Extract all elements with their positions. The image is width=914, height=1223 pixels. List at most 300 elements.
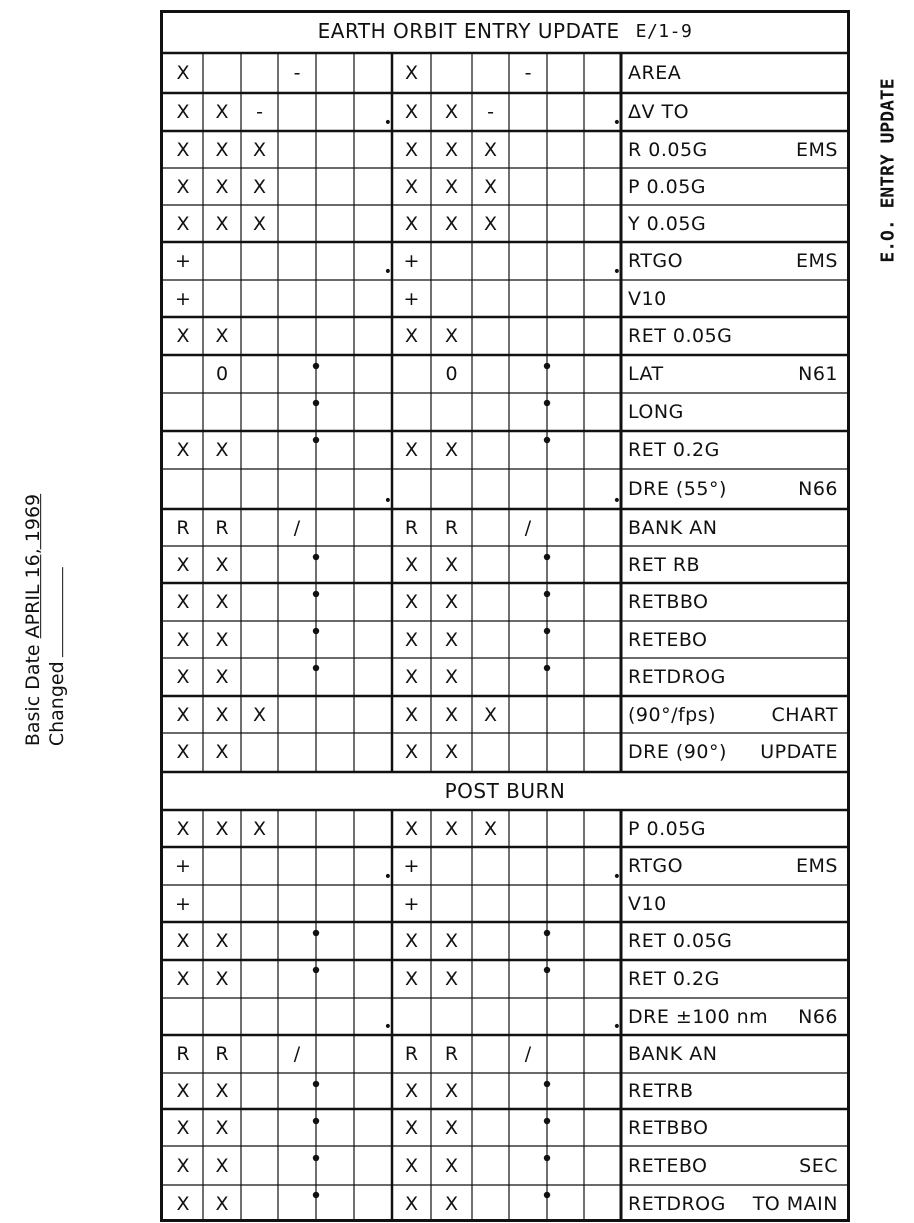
grid-cell[interactable] [241, 1073, 278, 1109]
grid-cell[interactable] [472, 998, 509, 1035]
grid-cell[interactable] [584, 1185, 621, 1222]
grid-cell[interactable]: / [524, 516, 532, 539]
grid-cell[interactable]: X [215, 740, 229, 763]
grid-cell[interactable]: X [444, 101, 459, 123]
grid-cell[interactable] [547, 885, 584, 922]
grid-cell[interactable] [431, 242, 472, 280]
grid-cell[interactable] [241, 1109, 278, 1146]
grid-cell[interactable] [278, 469, 316, 509]
grid-cell[interactable] [509, 546, 547, 583]
grid-cell[interactable] [472, 317, 509, 355]
grid-cell[interactable]: X [483, 817, 498, 840]
grid-cell[interactable]: - [487, 101, 494, 123]
grid-cell[interactable] [278, 847, 316, 885]
grid-cell[interactable] [278, 242, 316, 280]
grid-cell[interactable] [316, 53, 354, 93]
grid-cell[interactable] [241, 280, 278, 317]
grid-cell[interactable] [316, 168, 354, 205]
grid-cell[interactable] [472, 280, 509, 317]
grid-cell[interactable]: X [404, 138, 419, 161]
grid-cell[interactable] [509, 1073, 547, 1109]
grid-cell[interactable] [584, 546, 621, 583]
grid-cell[interactable]: R [404, 516, 419, 539]
grid-cell[interactable]: X [176, 101, 190, 123]
grid-cell[interactable] [163, 998, 203, 1035]
grid-cell[interactable]: X [252, 175, 267, 198]
grid-cell[interactable] [392, 469, 431, 509]
grid-cell[interactable]: X [404, 101, 419, 123]
grid-cell[interactable] [472, 431, 509, 469]
grid-cell[interactable] [203, 280, 241, 317]
grid-cell[interactable]: R [444, 1043, 459, 1065]
grid-cell[interactable] [547, 546, 584, 583]
grid-cell[interactable]: X [215, 439, 229, 461]
grid-cell[interactable]: X [176, 212, 190, 235]
grid-cell[interactable]: X [483, 138, 498, 161]
grid-cell[interactable] [203, 53, 241, 93]
grid-cell[interactable] [316, 621, 354, 658]
grid-cell[interactable] [241, 431, 278, 469]
grid-cell[interactable] [472, 847, 509, 885]
grid-cell[interactable] [509, 696, 547, 733]
grid-cell[interactable] [241, 847, 278, 885]
grid-cell[interactable] [316, 242, 354, 280]
grid-cell[interactable]: / [293, 516, 301, 539]
grid-cell[interactable] [354, 280, 392, 317]
grid-cell[interactable] [278, 885, 316, 922]
grid-cell[interactable] [163, 393, 203, 431]
grid-cell[interactable]: X [176, 1116, 190, 1139]
grid-cell[interactable] [584, 733, 621, 770]
grid-cell[interactable] [316, 922, 354, 960]
grid-cell[interactable] [354, 53, 392, 93]
grid-cell[interactable] [316, 658, 354, 696]
grid-cell[interactable]: - [293, 62, 301, 84]
grid-cell[interactable] [241, 546, 278, 583]
grid-cell[interactable]: X [444, 1154, 459, 1177]
grid-cell[interactable]: X [404, 666, 419, 688]
grid-cell[interactable] [509, 280, 547, 317]
grid-cell[interactable] [354, 1109, 392, 1146]
grid-cell[interactable] [241, 242, 278, 280]
grid-cell[interactable] [584, 393, 621, 431]
grid-cell[interactable] [203, 242, 241, 280]
grid-cell[interactable] [584, 509, 621, 546]
grid-cell[interactable] [472, 1073, 509, 1109]
grid-cell[interactable] [431, 393, 472, 431]
grid-cell[interactable] [316, 431, 354, 469]
grid-cell[interactable]: + [403, 250, 420, 272]
grid-cell[interactable] [509, 355, 547, 393]
grid-cell[interactable]: X [176, 439, 190, 461]
grid-cell[interactable]: X [444, 212, 459, 235]
grid-cell[interactable]: X [176, 666, 190, 688]
grid-cell[interactable]: • [383, 493, 392, 509]
grid-cell[interactable] [509, 810, 547, 847]
grid-cell[interactable]: X [176, 553, 190, 576]
grid-cell[interactable]: X [404, 591, 419, 613]
grid-cell[interactable] [354, 393, 392, 431]
grid-cell[interactable]: X [252, 212, 267, 235]
grid-cell[interactable] [316, 696, 354, 733]
grid-cell[interactable] [316, 1109, 354, 1146]
grid-cell[interactable] [278, 1146, 316, 1185]
grid-cell[interactable] [203, 393, 241, 431]
grid-cell[interactable] [316, 205, 354, 242]
grid-cell[interactable] [241, 583, 278, 621]
grid-cell[interactable]: X [483, 175, 498, 198]
grid-cell[interactable] [584, 1146, 621, 1185]
grid-cell[interactable]: X [215, 138, 229, 161]
grid-cell[interactable]: X [404, 1080, 419, 1102]
grid-cell[interactable] [547, 317, 584, 355]
grid-cell[interactable]: X [176, 703, 190, 726]
grid-cell[interactable] [316, 280, 354, 317]
grid-cell[interactable] [241, 733, 278, 770]
grid-cell[interactable] [354, 317, 392, 355]
grid-cell[interactable]: X [404, 1116, 419, 1139]
grid-cell[interactable] [547, 168, 584, 205]
grid-cell[interactable]: - [524, 62, 532, 84]
grid-cell[interactable]: X [444, 439, 459, 461]
grid-cell[interactable] [509, 998, 547, 1035]
grid-cell[interactable] [354, 1185, 392, 1222]
grid-cell[interactable] [472, 1146, 509, 1185]
grid-cell[interactable] [509, 393, 547, 431]
grid-cell[interactable] [509, 131, 547, 168]
grid-cell[interactable] [241, 1146, 278, 1185]
grid-cell[interactable]: X [444, 1080, 459, 1102]
grid-cell[interactable]: X [404, 439, 419, 461]
grid-cell[interactable] [203, 885, 241, 922]
grid-cell[interactable] [472, 393, 509, 431]
grid-cell[interactable] [547, 431, 584, 469]
grid-cell[interactable] [354, 131, 392, 168]
grid-cell[interactable]: X [252, 703, 267, 726]
grid-cell[interactable] [278, 546, 316, 583]
grid-cell[interactable] [584, 317, 621, 355]
grid-cell[interactable] [584, 621, 621, 658]
grid-cell[interactable] [584, 583, 621, 621]
grid-cell[interactable] [472, 885, 509, 922]
grid-cell[interactable] [431, 280, 472, 317]
grid-cell[interactable] [354, 546, 392, 583]
grid-cell[interactable]: R [176, 1043, 190, 1065]
grid-cell[interactable]: X [483, 703, 498, 726]
grid-cell[interactable] [472, 509, 509, 546]
grid-cell[interactable] [316, 885, 354, 922]
grid-cell[interactable] [509, 733, 547, 770]
grid-cell[interactable] [278, 205, 316, 242]
grid-cell[interactable] [431, 53, 472, 93]
grid-cell[interactable] [241, 621, 278, 658]
grid-cell[interactable] [278, 131, 316, 168]
grid-cell[interactable] [316, 1146, 354, 1185]
grid-cell[interactable]: + [175, 892, 191, 915]
grid-cell[interactable] [547, 1146, 584, 1185]
grid-cell[interactable]: X [444, 817, 459, 840]
grid-cell[interactable] [547, 1185, 584, 1222]
grid-cell[interactable]: + [403, 855, 420, 877]
grid-cell[interactable] [547, 393, 584, 431]
grid-cell[interactable] [316, 1035, 354, 1073]
grid-cell[interactable]: X [215, 968, 229, 990]
grid-cell[interactable] [509, 1185, 547, 1222]
grid-cell[interactable] [584, 168, 621, 205]
grid-cell[interactable] [241, 960, 278, 998]
grid-cell[interactable] [316, 998, 354, 1035]
grid-cell[interactable] [547, 847, 584, 885]
grid-cell[interactable]: X [483, 212, 498, 235]
grid-cell[interactable]: X [404, 628, 419, 651]
grid-cell[interactable] [278, 168, 316, 205]
grid-cell[interactable]: X [444, 740, 459, 763]
grid-cell[interactable] [547, 583, 584, 621]
grid-cell[interactable] [354, 1146, 392, 1185]
grid-cell[interactable] [547, 205, 584, 242]
grid-cell[interactable] [278, 1109, 316, 1146]
grid-cell[interactable]: X [215, 101, 229, 123]
grid-cell[interactable] [316, 1185, 354, 1222]
grid-cell[interactable]: X [176, 628, 190, 651]
grid-cell[interactable] [354, 355, 392, 393]
grid-cell[interactable] [472, 355, 509, 393]
grid-cell[interactable] [316, 317, 354, 355]
grid-cell[interactable] [584, 960, 621, 998]
grid-cell[interactable] [241, 53, 278, 93]
grid-cell[interactable] [392, 355, 431, 393]
grid-cell[interactable] [354, 431, 392, 469]
grid-cell[interactable] [472, 469, 509, 509]
grid-cell[interactable] [509, 847, 547, 885]
grid-cell[interactable]: X [444, 628, 459, 651]
grid-cell[interactable] [547, 922, 584, 960]
grid-cell[interactable]: X [215, 1154, 229, 1177]
grid-cell[interactable] [547, 280, 584, 317]
grid-cell[interactable] [163, 469, 203, 509]
grid-cell[interactable]: X [404, 930, 419, 952]
grid-cell[interactable] [316, 355, 354, 393]
grid-cell[interactable] [278, 1073, 316, 1109]
grid-cell[interactable]: X [215, 930, 229, 952]
grid-cell[interactable] [584, 810, 621, 847]
grid-cell[interactable] [316, 546, 354, 583]
grid-cell[interactable] [241, 885, 278, 922]
grid-cell[interactable] [584, 885, 621, 922]
grid-cell[interactable] [472, 583, 509, 621]
grid-cell[interactable]: X [444, 553, 459, 576]
grid-cell[interactable] [472, 242, 509, 280]
grid-cell[interactable]: R [215, 516, 229, 539]
grid-cell[interactable] [584, 355, 621, 393]
grid-cell[interactable] [392, 393, 431, 431]
grid-cell[interactable] [472, 1109, 509, 1146]
grid-cell[interactable] [354, 658, 392, 696]
grid-cell[interactable]: X [444, 325, 459, 347]
grid-cell[interactable] [584, 658, 621, 696]
grid-cell[interactable] [584, 205, 621, 242]
grid-cell[interactable] [547, 242, 584, 280]
grid-cell[interactable] [509, 1109, 547, 1146]
grid-cell[interactable] [472, 53, 509, 93]
grid-cell[interactable] [584, 131, 621, 168]
grid-cell[interactable]: X [404, 1192, 419, 1215]
grid-cell[interactable] [354, 1035, 392, 1073]
grid-cell[interactable]: X [444, 968, 459, 990]
grid-cell[interactable]: X [215, 666, 229, 688]
grid-cell[interactable] [278, 733, 316, 770]
grid-cell[interactable] [354, 205, 392, 242]
grid-cell[interactable] [278, 93, 316, 131]
grid-cell[interactable] [547, 1109, 584, 1146]
grid-cell[interactable]: • [612, 1019, 621, 1035]
grid-cell[interactable] [241, 922, 278, 960]
grid-cell[interactable]: X [404, 968, 419, 990]
grid-cell[interactable] [547, 960, 584, 998]
grid-cell[interactable]: + [175, 855, 191, 877]
grid-cell[interactable] [431, 998, 472, 1035]
grid-cell[interactable]: X [404, 740, 419, 763]
grid-cell[interactable]: + [403, 892, 420, 915]
grid-cell[interactable] [278, 810, 316, 847]
grid-cell[interactable] [278, 960, 316, 998]
grid-cell[interactable]: X [215, 212, 229, 235]
grid-cell[interactable]: X [176, 1154, 190, 1177]
grid-cell[interactable]: + [175, 250, 191, 272]
grid-cell[interactable]: X [444, 175, 459, 198]
grid-cell[interactable] [278, 621, 316, 658]
grid-cell[interactable] [509, 922, 547, 960]
grid-cell[interactable] [278, 431, 316, 469]
grid-cell[interactable] [509, 205, 547, 242]
grid-cell[interactable]: X [215, 1192, 229, 1215]
grid-cell[interactable]: X [404, 817, 419, 840]
grid-cell[interactable]: • [383, 1019, 392, 1035]
grid-cell[interactable]: X [404, 703, 419, 726]
grid-cell[interactable] [472, 621, 509, 658]
grid-cell[interactable] [509, 885, 547, 922]
grid-cell[interactable] [241, 998, 278, 1035]
grid-cell[interactable]: X [444, 930, 459, 952]
grid-cell[interactable]: X [215, 591, 229, 613]
grid-cell[interactable] [354, 960, 392, 998]
grid-cell[interactable]: X [404, 212, 419, 235]
grid-cell[interactable] [547, 469, 584, 509]
grid-cell[interactable] [354, 922, 392, 960]
grid-cell[interactable]: X [215, 325, 229, 347]
grid-cell[interactable]: 0 [445, 363, 458, 385]
grid-cell[interactable] [509, 621, 547, 658]
grid-cell[interactable]: X [176, 817, 190, 840]
grid-cell[interactable] [509, 242, 547, 280]
grid-cell[interactable] [431, 469, 472, 509]
grid-cell[interactable]: R [444, 516, 459, 539]
grid-cell[interactable] [509, 317, 547, 355]
grid-cell[interactable] [354, 583, 392, 621]
grid-cell[interactable]: X [404, 175, 419, 198]
grid-cell[interactable] [509, 431, 547, 469]
grid-cell[interactable]: X [404, 1154, 419, 1177]
grid-cell[interactable] [316, 93, 354, 131]
grid-cell[interactable] [472, 658, 509, 696]
grid-cell[interactable] [241, 1185, 278, 1222]
grid-cell[interactable] [354, 885, 392, 922]
grid-cell[interactable]: 0 [215, 363, 229, 385]
grid-cell[interactable] [509, 168, 547, 205]
grid-cell[interactable]: + [403, 287, 420, 310]
grid-cell[interactable]: R [215, 1043, 229, 1065]
grid-cell[interactable] [203, 469, 241, 509]
grid-cell[interactable]: • [612, 869, 621, 885]
grid-cell[interactable] [509, 960, 547, 998]
grid-cell[interactable]: X [176, 325, 190, 347]
grid-cell[interactable] [584, 431, 621, 469]
grid-cell[interactable] [316, 583, 354, 621]
grid-cell[interactable] [547, 1073, 584, 1109]
grid-cell[interactable] [392, 998, 431, 1035]
grid-cell[interactable]: - [256, 101, 263, 123]
grid-cell[interactable]: X [176, 138, 190, 161]
grid-cell[interactable]: X [444, 666, 459, 688]
grid-cell[interactable]: X [404, 62, 419, 84]
grid-cell[interactable]: X [176, 968, 190, 990]
grid-cell[interactable] [241, 1035, 278, 1073]
grid-cell[interactable] [316, 469, 354, 509]
grid-cell[interactable]: • [612, 264, 621, 280]
grid-cell[interactable] [547, 355, 584, 393]
grid-cell[interactable] [316, 131, 354, 168]
grid-cell[interactable]: X [404, 553, 419, 576]
grid-cell[interactable]: X [215, 553, 229, 576]
grid-cell[interactable] [547, 733, 584, 770]
grid-cell[interactable]: X [444, 1116, 459, 1139]
grid-cell[interactable] [509, 93, 547, 131]
grid-cell[interactable] [316, 1073, 354, 1109]
grid-cell[interactable] [163, 355, 203, 393]
grid-cell[interactable] [316, 810, 354, 847]
grid-cell[interactable] [316, 393, 354, 431]
grid-cell[interactable] [472, 546, 509, 583]
grid-cell[interactable] [316, 509, 354, 546]
grid-cell[interactable] [472, 922, 509, 960]
grid-cell[interactable] [584, 280, 621, 317]
grid-cell[interactable] [547, 1035, 584, 1073]
grid-cell[interactable]: • [383, 869, 392, 885]
grid-cell[interactable] [354, 696, 392, 733]
grid-cell[interactable] [547, 93, 584, 131]
grid-cell[interactable] [584, 1073, 621, 1109]
grid-cell[interactable] [316, 960, 354, 998]
grid-cell[interactable]: • [383, 264, 392, 280]
grid-cell[interactable] [584, 1035, 621, 1073]
grid-cell[interactable] [472, 1035, 509, 1073]
grid-cell[interactable] [472, 1185, 509, 1222]
grid-cell[interactable]: • [612, 493, 621, 509]
grid-cell[interactable] [547, 509, 584, 546]
grid-cell[interactable]: / [293, 1043, 301, 1065]
grid-cell[interactable] [354, 733, 392, 770]
grid-cell[interactable] [354, 1073, 392, 1109]
grid-cell[interactable] [203, 847, 241, 885]
grid-cell[interactable]: X [176, 62, 190, 84]
grid-cell[interactable] [584, 53, 621, 93]
grid-cell[interactable] [431, 847, 472, 885]
grid-cell[interactable]: + [175, 287, 191, 310]
grid-cell[interactable] [278, 355, 316, 393]
grid-cell[interactable] [547, 53, 584, 93]
grid-cell[interactable] [547, 810, 584, 847]
grid-cell[interactable]: X [176, 1080, 190, 1102]
